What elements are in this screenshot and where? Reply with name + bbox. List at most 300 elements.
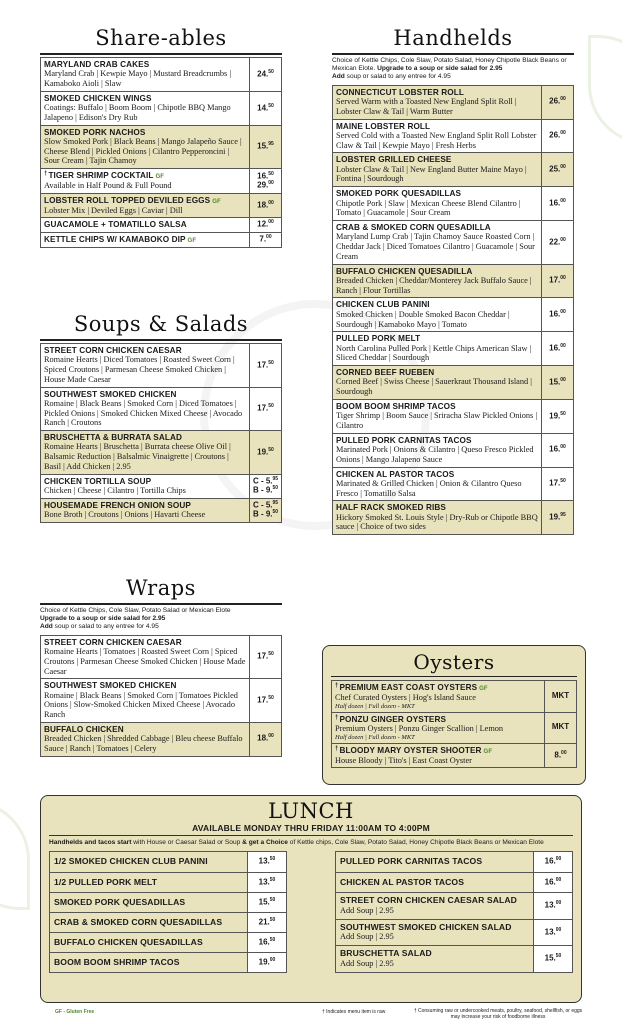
menu-item-title: CORNED BEEF RUEBEN bbox=[336, 368, 435, 378]
price-amount: 17. bbox=[257, 651, 269, 661]
price-cents: 00 bbox=[266, 234, 272, 241]
menu-item bbox=[333, 467, 573, 501]
section-title: Wraps bbox=[126, 576, 196, 600]
divider bbox=[40, 603, 282, 605]
price-amount: 17. bbox=[257, 360, 269, 370]
menu-item-details bbox=[333, 187, 542, 220]
menu-item-subnote: Add Soup | 2.95 bbox=[340, 932, 394, 942]
menu-item-title: CHICKEN CLUB PANINI bbox=[336, 300, 430, 310]
price-line bbox=[549, 445, 566, 454]
menu-item-price bbox=[542, 221, 573, 264]
menu-item-price bbox=[542, 86, 573, 119]
leaf-decoration bbox=[0, 800, 30, 910]
price-cents: 50 bbox=[268, 102, 274, 109]
wraps-note-line: Choice of Kettle Chips, Cole Slaw, Potato Salad or Mexican Elote bbox=[40, 607, 231, 614]
menu-item-name bbox=[44, 196, 246, 206]
menu-item-name bbox=[336, 368, 538, 377]
wraps-section bbox=[40, 576, 282, 757]
menu-item-title: 1/2 SMOKED CHICKEN CLUB PANINI bbox=[54, 856, 208, 867]
price-line bbox=[259, 878, 276, 887]
price-cents: 50 bbox=[269, 936, 276, 943]
menu-item-price bbox=[545, 681, 576, 712]
price-line bbox=[545, 901, 562, 910]
price-line bbox=[549, 513, 566, 522]
oysters-list bbox=[331, 680, 577, 768]
price-line bbox=[259, 235, 271, 244]
menu-item-title: PONZU GINGER OYSTERS bbox=[339, 714, 447, 724]
menu-item-price bbox=[250, 636, 281, 679]
handhelds-list bbox=[332, 85, 574, 535]
menu-item-price bbox=[534, 920, 572, 946]
menu-item bbox=[333, 85, 573, 119]
menu-item-details bbox=[333, 153, 542, 186]
price-amount: 25. bbox=[549, 164, 561, 174]
menu-item-price bbox=[534, 946, 572, 972]
menu-item-details bbox=[50, 933, 248, 952]
price-amount: 18. bbox=[257, 200, 269, 210]
menu-item bbox=[333, 152, 573, 186]
menu-item-title: GUACAMOLE + TOMATILLO SALSA bbox=[44, 220, 187, 230]
price-line bbox=[257, 652, 274, 661]
menu-item-name bbox=[336, 300, 538, 309]
menu-item-price bbox=[542, 265, 573, 298]
menu-item-title: PULLED PORK MELT bbox=[336, 334, 421, 344]
price-cents: 50 bbox=[268, 446, 274, 453]
menu-item-title: BOOM BOOM SHRIMP TACOS bbox=[54, 956, 180, 967]
price-line bbox=[257, 70, 274, 79]
price-amount: 13. bbox=[544, 900, 556, 910]
price-amount: 12. bbox=[257, 220, 269, 230]
menu-item bbox=[336, 892, 572, 919]
price-amount: B - 9. bbox=[252, 509, 273, 519]
menu-item-title: CONNECTICUT LOBSTER ROLL bbox=[336, 87, 464, 97]
menu-item-name bbox=[44, 346, 246, 355]
price-amount: 17. bbox=[549, 275, 561, 285]
menu-item-details bbox=[41, 169, 250, 193]
price-line bbox=[554, 751, 566, 760]
price-cents: 50 bbox=[269, 896, 276, 903]
menu-item-description: Smoked Chicken | Double Smoked Bacon Cheddar | Sourdough | Kamaboko Mayo | Tomato bbox=[336, 309, 510, 329]
menu-item bbox=[50, 952, 286, 972]
menu-item-title: BUFFALO CHICKEN QUESADILLAS bbox=[54, 936, 203, 947]
menu-item-name bbox=[54, 857, 243, 867]
raw-legend: † Indicates menu item is raw bbox=[322, 1009, 386, 1015]
menu-item-name bbox=[336, 503, 538, 512]
menu-item-price bbox=[534, 852, 572, 872]
price-line bbox=[549, 310, 566, 319]
menu-item-description: North Carolina Pulled Pork | Kettle Chips American Slaw | Sliced Cheddar | Sourdough bbox=[336, 343, 532, 363]
menu-item bbox=[41, 498, 281, 522]
lunch-right-list bbox=[335, 851, 573, 973]
menu-item-price bbox=[542, 187, 573, 220]
menu-item bbox=[41, 387, 281, 431]
menu-item-title: SOUTHWEST SMOKED CHICKEN SALAD bbox=[340, 921, 512, 932]
price-line bbox=[549, 131, 566, 140]
menu-item-price bbox=[542, 366, 573, 399]
menu-item-price bbox=[250, 499, 281, 522]
menu-item-price bbox=[250, 431, 281, 474]
price-line bbox=[259, 918, 276, 927]
price-amount: 18. bbox=[257, 734, 269, 744]
menu-item-name bbox=[336, 122, 538, 131]
price-line bbox=[552, 723, 569, 732]
price-line bbox=[549, 479, 566, 488]
menu-item-details bbox=[333, 366, 542, 399]
price-line bbox=[253, 486, 278, 495]
price-cents: 50 bbox=[268, 651, 274, 658]
menu-item-name bbox=[336, 267, 538, 276]
divider bbox=[49, 835, 573, 836]
menu-item-description: Premium Oysters | Ponzu Ginger Scallion | Lemon bbox=[335, 724, 504, 734]
menu-item bbox=[50, 872, 286, 892]
menu-item-price bbox=[542, 400, 573, 433]
menu-item-details bbox=[41, 92, 250, 125]
menu-item-name bbox=[44, 477, 246, 486]
price-amount: 14. bbox=[257, 103, 269, 113]
menu-item-title: BLOODY MARY OYSTER SHOOTER bbox=[339, 745, 482, 755]
gluten-free-badge: GF bbox=[479, 686, 488, 692]
price-cents: 00 bbox=[268, 179, 274, 186]
menu-item-title: CHICKEN TORTILLA SOUP bbox=[44, 476, 152, 486]
price-cents: 50 bbox=[560, 478, 566, 485]
price-line bbox=[257, 734, 274, 743]
price-cents: 50 bbox=[268, 403, 274, 410]
menu-item-description: House Bloody | Tito's | East Coast Oyster bbox=[335, 755, 472, 765]
menu-item bbox=[333, 297, 573, 331]
menu-item-name bbox=[336, 436, 538, 445]
price-cents: 00 bbox=[561, 749, 567, 756]
price-amount: 16. bbox=[544, 877, 556, 887]
menu-item-details bbox=[41, 679, 250, 722]
price-amount: 26. bbox=[549, 130, 561, 140]
menu-item bbox=[332, 712, 576, 743]
price-line bbox=[259, 958, 276, 967]
price-line bbox=[549, 378, 566, 387]
menu-item-price bbox=[250, 344, 281, 387]
menu-item-details bbox=[333, 298, 542, 331]
price-line bbox=[253, 510, 278, 519]
menu-item bbox=[41, 232, 281, 247]
menu-item-description: Chef Curated Oysters | Hog's Island Sauce bbox=[335, 692, 476, 702]
menu-item-title: BUFFALO CHICKEN QUESADILLA bbox=[336, 266, 473, 276]
price-line bbox=[259, 938, 276, 947]
price-cents: 00 bbox=[560, 130, 566, 137]
menu-item bbox=[336, 852, 572, 872]
menu-item-title: SMOKED PORK QUESADILLAS bbox=[54, 896, 186, 907]
wraps-note-line: Upgrade to a soup or side salad for 2.95 bbox=[40, 615, 166, 623]
gluten-free-badge: GF bbox=[483, 748, 493, 755]
price-amount: 16. bbox=[257, 171, 269, 181]
menu-item-price bbox=[534, 893, 572, 919]
menu-item-price bbox=[248, 873, 286, 892]
menu-item-title: MARYLAND CRAB CAKES bbox=[44, 60, 150, 69]
menu-item bbox=[50, 912, 286, 932]
soups-section bbox=[40, 312, 282, 523]
price-amount: 15. bbox=[257, 141, 269, 151]
price-amount: 13. bbox=[258, 877, 270, 887]
menu-item-name bbox=[336, 88, 538, 97]
menu-item bbox=[41, 474, 281, 498]
price-cents: 00 bbox=[268, 199, 274, 206]
menu-item bbox=[41, 430, 281, 474]
menu-item-title: STREET CORN CHICKEN CAESAR bbox=[44, 346, 182, 355]
menu-item-details bbox=[41, 636, 250, 679]
gluten-free-badge: GF bbox=[155, 174, 165, 181]
menu-item-description: Romaine Hearts | Diced Tomatoes | Roasted Sweet Corn | Spiced Croutons | Parmesan Cheese Smoked Chicken | House Made Caesar bbox=[44, 355, 235, 384]
menu-item bbox=[333, 119, 573, 153]
menu-item-name bbox=[54, 878, 243, 888]
menu-item bbox=[333, 331, 573, 365]
price-cents: 00 bbox=[560, 275, 566, 282]
price-cents: 50 bbox=[269, 876, 276, 883]
menu-item-price bbox=[250, 679, 281, 722]
menu-item-subnote: Half dozen | Full dozen - MKT bbox=[335, 733, 415, 741]
menu-item-name bbox=[336, 402, 538, 411]
menu-item-details bbox=[41, 233, 250, 247]
price-cents: 00 bbox=[560, 309, 566, 316]
price-cents: 95 bbox=[268, 141, 274, 148]
price-line bbox=[549, 412, 566, 421]
menu-item-details bbox=[50, 913, 248, 932]
price-cents: 00 bbox=[560, 444, 566, 451]
price-line bbox=[259, 898, 276, 907]
menu-item-details bbox=[336, 873, 534, 892]
price-line bbox=[257, 220, 274, 229]
menu-item-title: CRAB & SMOKED CORN QUESADILLAS bbox=[54, 916, 223, 927]
menu-item-name bbox=[44, 235, 246, 245]
price-amount: 7. bbox=[259, 234, 267, 244]
price-line bbox=[257, 104, 274, 113]
menu-item bbox=[333, 399, 573, 433]
menu-item-name bbox=[44, 681, 246, 690]
menu-item-details bbox=[333, 265, 542, 298]
menu-item-description: Coatings: Buffalo | Boom Boom | Chipotle BBQ Mango Jalapeno | Edison's Dry Rub bbox=[44, 103, 231, 122]
menu-item-details bbox=[41, 499, 250, 522]
menu-item-name bbox=[44, 390, 246, 399]
lunch-left-list bbox=[49, 851, 287, 973]
price-cents: 50 bbox=[269, 856, 276, 863]
price-amount: 13. bbox=[544, 927, 556, 937]
price-amount: 16. bbox=[549, 198, 561, 208]
price-amount: 16. bbox=[549, 309, 561, 319]
menu-item-name bbox=[340, 923, 529, 933]
shareables-list bbox=[40, 57, 282, 248]
menu-item-subnote: Add Soup | 2.95 bbox=[340, 959, 394, 969]
menu-item-name bbox=[44, 638, 246, 647]
menu-item-title: TIGER SHRIMP COCKTAIL bbox=[48, 171, 154, 181]
menu-item-description: Maryland Crab | Kewpie Mayo | Mustard Breadcrumbs | Kamaboko Aioli | Slaw bbox=[44, 69, 232, 89]
price-amount: 8. bbox=[554, 750, 562, 760]
menu-item bbox=[336, 945, 572, 972]
gluten-free-badge: GF bbox=[187, 237, 197, 244]
oysters-section bbox=[322, 645, 586, 785]
menu-item bbox=[41, 125, 281, 169]
menu-item-title: SMOKED PORK QUESADILLAS bbox=[336, 189, 462, 199]
menu-item-description: Lobster Mix | Deviled Eggs | Caviar | Dill bbox=[44, 205, 183, 215]
menu-item-details bbox=[333, 400, 542, 433]
menu-item-title: BOOM BOOM SHRIMP TACOS bbox=[336, 401, 456, 411]
menu-item bbox=[41, 193, 281, 218]
menu-item-description: Marinated Pork | Onions & Cilantro | Queso Fresco Pickled Onions | Mango Jalapeno Sauce bbox=[336, 445, 534, 464]
menu-item-title: BRUSCHETTA & BURRATA SALAD bbox=[44, 433, 182, 443]
menu-item-price bbox=[250, 126, 281, 169]
menu-item bbox=[41, 91, 281, 125]
price-line bbox=[549, 276, 566, 285]
price-cents: 50 bbox=[272, 485, 279, 492]
menu-item-description: Corned Beef | Swiss Cheese | Sauerkraut Thousand Island | Sourdough bbox=[336, 377, 532, 397]
menu-item-title: PULLED PORK CARNITAS TACOS bbox=[336, 435, 472, 445]
section-title: LUNCH bbox=[268, 799, 354, 823]
price-cents: 00 bbox=[560, 376, 566, 383]
price-amount: C - 5. bbox=[252, 476, 273, 486]
price-amount: 16. bbox=[549, 343, 561, 353]
price-cents: 00 bbox=[555, 926, 562, 933]
menu-item bbox=[336, 919, 572, 946]
menu-item-title: MAINE LOBSTER ROLL bbox=[336, 121, 431, 131]
price-amount: 16. bbox=[549, 445, 561, 455]
menu-item-name bbox=[336, 223, 538, 232]
menu-item bbox=[333, 433, 573, 467]
menu-item bbox=[333, 220, 573, 264]
price-amount: MKT bbox=[551, 690, 570, 700]
wraps-note bbox=[40, 607, 282, 632]
menu-item-title: CHICKEN AL PASTOR TACOS bbox=[336, 469, 455, 479]
price-amount: 21. bbox=[258, 917, 270, 927]
menu-item-details bbox=[332, 744, 545, 768]
menu-item-details bbox=[336, 852, 534, 872]
menu-item-details bbox=[50, 953, 248, 972]
price-amount: 15. bbox=[549, 377, 561, 387]
section-title: Soups & Salads bbox=[73, 312, 249, 336]
price-cents: 00 bbox=[269, 956, 276, 963]
menu-item-price bbox=[545, 744, 576, 768]
wraps-list bbox=[40, 635, 282, 757]
menu-item-title: KETTLE CHIPS W/ KAMABOKO DIP bbox=[44, 234, 186, 244]
handhelds-section bbox=[332, 26, 574, 535]
price-amount: 17. bbox=[257, 695, 269, 705]
menu-item bbox=[336, 872, 572, 892]
price-line bbox=[257, 361, 274, 370]
menu-item-price bbox=[542, 332, 573, 365]
menu-item bbox=[333, 186, 573, 220]
menu-item-title: LOBSTER GRILLED CHEESE bbox=[336, 155, 452, 165]
price-cents: 50 bbox=[268, 694, 274, 701]
price-line bbox=[545, 878, 562, 887]
price-amount: 19. bbox=[258, 957, 270, 967]
menu-item bbox=[41, 168, 281, 193]
raw-dagger: † bbox=[335, 714, 339, 721]
menu-item-description: Lobster Claw & Tail | New England Butter Maine Mayo | Fontina | Sourdough bbox=[336, 164, 527, 184]
menu-item-price bbox=[542, 468, 573, 501]
price-amount: 17. bbox=[257, 403, 269, 413]
menu-item-name bbox=[44, 128, 246, 137]
divider bbox=[40, 53, 282, 55]
price-amount: 26. bbox=[549, 97, 561, 107]
menu-item-title: LOBSTER ROLL TOPPED DEVILED EGGS bbox=[44, 195, 211, 205]
raw-dagger: † bbox=[335, 745, 339, 752]
price-cents: 00 bbox=[555, 856, 562, 863]
menu-item bbox=[50, 892, 286, 912]
menu-item-details bbox=[41, 218, 250, 231]
lunch-availability: AVAILABLE MONDAY THRU FRIDAY 11:00AM TO 4:00PM bbox=[192, 823, 430, 833]
menu-item-price bbox=[534, 873, 572, 892]
price-cents: 00 bbox=[560, 197, 566, 204]
price-line bbox=[257, 404, 274, 413]
menu-item-title: CHICKEN AL PASTOR TACOS bbox=[340, 876, 465, 887]
price-amount: 19. bbox=[257, 447, 269, 457]
price-cents: 00 bbox=[560, 164, 566, 171]
menu-item-details bbox=[333, 221, 542, 264]
price-amount: 19. bbox=[549, 411, 561, 421]
menu-item bbox=[50, 932, 286, 952]
handhelds-note-line: Add soup or salad to any entree for 4.95 bbox=[332, 73, 451, 81]
menu-item bbox=[332, 681, 576, 712]
menu-item-price bbox=[542, 153, 573, 186]
menu-item-title: STREET CORN CHICKEN CAESAR bbox=[44, 637, 182, 647]
menu-item-price bbox=[250, 388, 281, 431]
menu-item-price bbox=[248, 933, 286, 952]
price-cents: 95 bbox=[272, 499, 279, 506]
menu-item-details bbox=[41, 475, 250, 498]
price-amount: B - 9. bbox=[252, 485, 273, 495]
price-line bbox=[552, 692, 569, 701]
menu-item-name bbox=[44, 501, 246, 510]
price-cents: 00 bbox=[560, 342, 566, 349]
menu-item-price bbox=[248, 852, 286, 872]
price-cents: 50 bbox=[555, 953, 562, 960]
menu-item-name bbox=[340, 857, 529, 867]
price-amount: C - 5. bbox=[252, 500, 273, 510]
menu-item-name bbox=[44, 725, 246, 734]
menu-item-name bbox=[340, 878, 529, 888]
price-line bbox=[257, 201, 274, 210]
menu-item-description: Slow Smoked Pork | Black Beans | Mango Jalapeño Sauce | Cheese Blend | Pickled Onions | Cilantro Pepperoncini | Sour Cream | Tajin Chamoy bbox=[44, 137, 242, 166]
menu-item-name bbox=[44, 94, 246, 103]
menu-item-subnote: Half dozen | Full dozen - MKT bbox=[335, 702, 415, 710]
price-line bbox=[257, 696, 274, 705]
menu-item bbox=[41, 722, 281, 756]
menu-item-price bbox=[248, 913, 286, 932]
menu-item bbox=[41, 678, 281, 722]
price-cents: 50 bbox=[269, 916, 276, 923]
menu-item-description: Romaine Hearts | Bruschetta | Burrata cheese Olive Oil | Balsamic Reduction | Balsalmic Vinaigrette | Croutons | Basil | Add Chicken | 2.95 bbox=[44, 442, 231, 471]
handhelds-note-line: Choice of Kettle Chips, Cole Slaw, Potato Salad, Honey Chipotle Black Beans or Mexican Elote. Upgrade to a soup or side salad for 2.95 bbox=[332, 57, 567, 73]
menu-item bbox=[41, 217, 281, 231]
price-cents: 00 bbox=[268, 219, 274, 226]
menu-item-description: Maryland Lump Crab | Tajin Chamoy Sauce Roasted Corn | Cheddar Jack | Diced Tomatoes Cilantro | Guacamole | Sour Cream bbox=[336, 232, 535, 261]
menu-item-name bbox=[44, 171, 246, 181]
menu-item-price bbox=[248, 893, 286, 912]
menu-item-description: Romaine | Black Beans | Smoked Corn | Tomatoes Pickled Onions | Slow-Smoked Chicken Mixed Cheese | Avocado Ranch bbox=[44, 690, 238, 720]
menu-item-name bbox=[54, 938, 243, 948]
menu-item-description: Breaded Chicken | Shredded Cabbage | Bleu cheese Buffalo Sauce | Ranch | Tomatoes | Celery bbox=[44, 734, 243, 753]
section-title: Handhelds bbox=[393, 26, 513, 50]
menu-item bbox=[333, 264, 573, 298]
price-line bbox=[545, 928, 562, 937]
price-cents: 50 bbox=[268, 170, 274, 177]
menu-item-title: SMOKED PORK NACHOS bbox=[44, 127, 146, 137]
menu-item-name bbox=[44, 433, 246, 442]
menu-item-description: Chipotle Pork | Slaw | Mexican Cheese Blend Cilantro | Tomato | Guacamole | Sour Cream bbox=[336, 198, 521, 218]
divider bbox=[40, 339, 282, 341]
menu-item-title: SMOKED CHICKEN WINGS bbox=[44, 93, 152, 103]
menu-item-name bbox=[44, 220, 246, 229]
price-line bbox=[549, 344, 566, 353]
leaf-decoration bbox=[588, 35, 622, 145]
section-title: Share-ables bbox=[95, 26, 227, 50]
menu-item-description: Romaine Hearts | Tomatoes | Roasted Sweet Corn | Spiced Croutons | Parmesan Cheese Smoked Chicken | House Made Caesar bbox=[44, 647, 246, 676]
menu-item-price bbox=[542, 434, 573, 467]
